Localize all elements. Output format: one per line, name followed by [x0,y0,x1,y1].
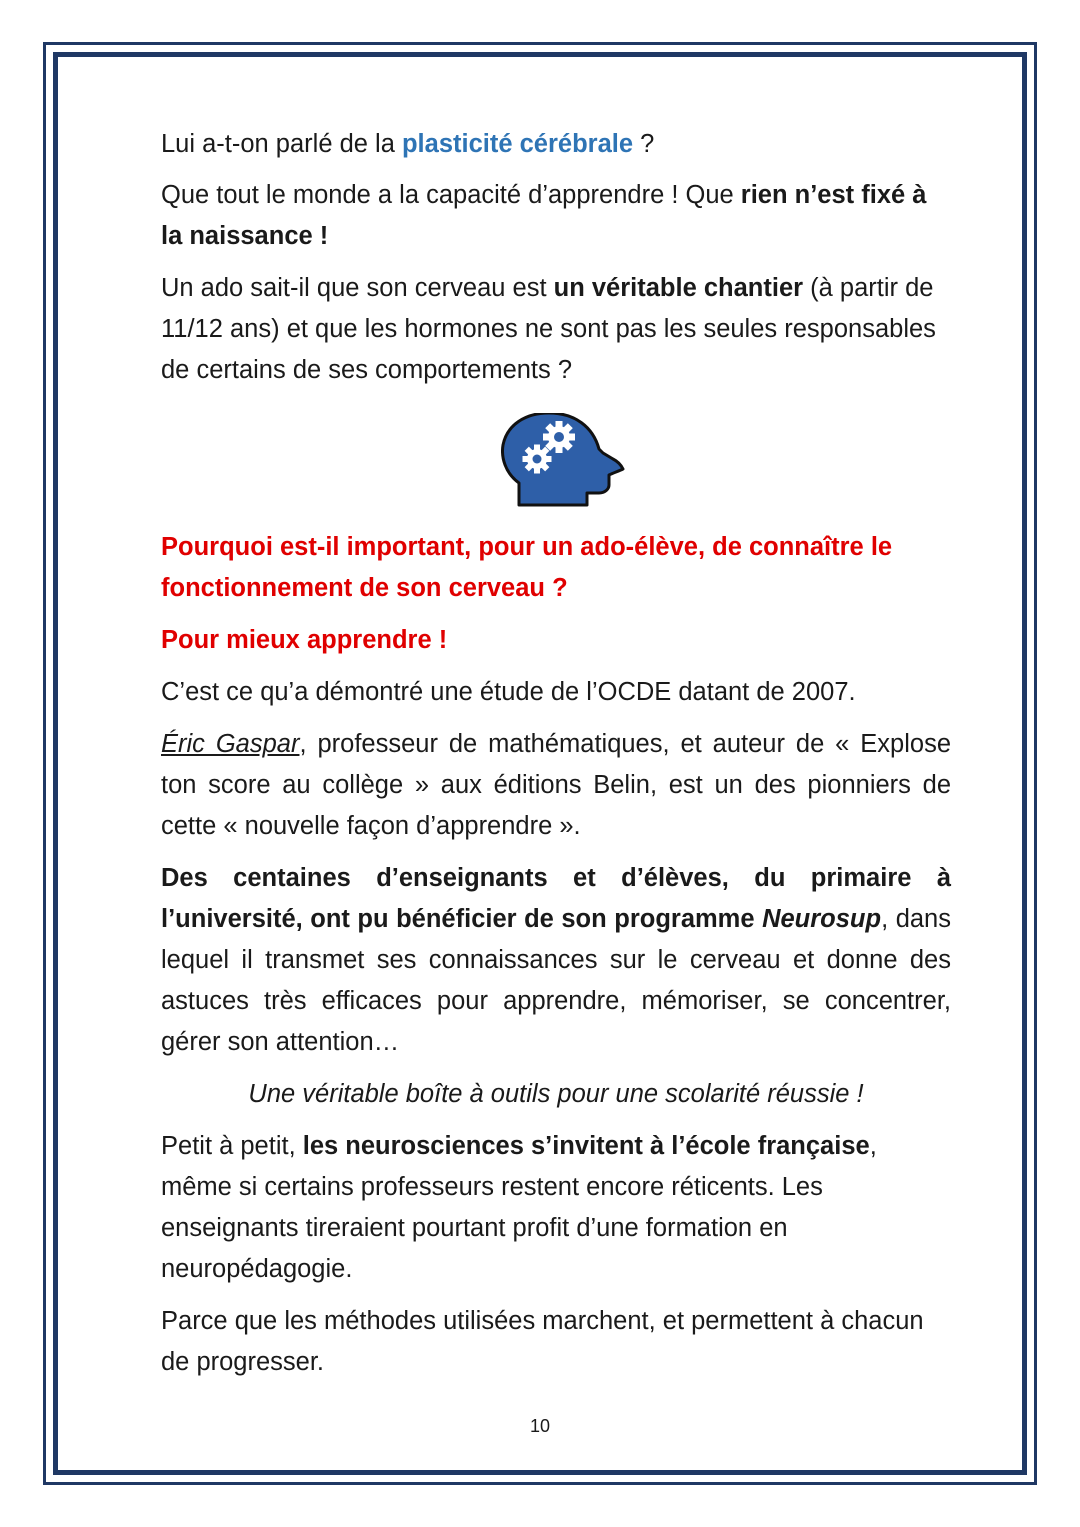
question-heading: Pourquoi est-il important, pour un ado-élève, de connaître le fonctionnement de son cerveau ? [161,533,893,602]
head-gears-icon [501,413,625,507]
paragraph-capacity: Que tout le monde a la capacité d’apprendre ! Que rien n’est fixé à la naissance ! [161,181,927,250]
toolbox-quote: Une véritable boîte à outils pour une scolarité réussie ! [248,1080,864,1108]
author-name: Éric Gaspar [161,730,300,758]
paragraph-ocde: C’est ce qu’a démontré une étude de l’OCDE datant de 2007. [161,678,856,706]
highlight-plasticity: plasticité cérébrale [401,130,634,158]
paragraph-neurosup: Des centaines d’enseignants et d’élèves, du primaire à l’université, ont pu bénéficier de son programme Neurosup, dans lequel il transmet ses connaissances sur le cerveau et donne des astuces très efficaces pour apprendre, mémoriser, se concentrer, gérer son attention… [161,864,951,1056]
icon-container [161,413,951,507]
page-content [161,124,951,1383]
answer-heading: Pour mieux apprendre ! [161,626,448,654]
page-number: 10 [529,1416,551,1436]
paragraph-gaspar: Éric Gaspar, professeur de mathématiques, et auteur de « Explose ton score au collège » aux éditions Belin, est un des pionniers de cette « nouvelle façon d’apprendre ». [161,730,952,840]
paragraph-methods: Parce que les méthodes utilisées marchent, et permettent à chacun de progresser. [161,1307,924,1376]
paragraph-neurosciences: Petit à petit, les neurosciences s’invitent à l’école française, même si certains professeurs restent encore réticents. Les enseignants tireraient pourtant profit d’une formation en neuropédagogie. [161,1132,877,1283]
paragraph-brain-construction: Un ado sait-il que son cerveau est un véritable chantier (à partir de 11/12 ans) et que les hormones ne sont pas les seules responsables de certains de ses comportements ? [161,274,936,384]
paragraph-plasticity: Lui a-t-on parlé de la plasticité cérébrale ? [161,130,655,158]
